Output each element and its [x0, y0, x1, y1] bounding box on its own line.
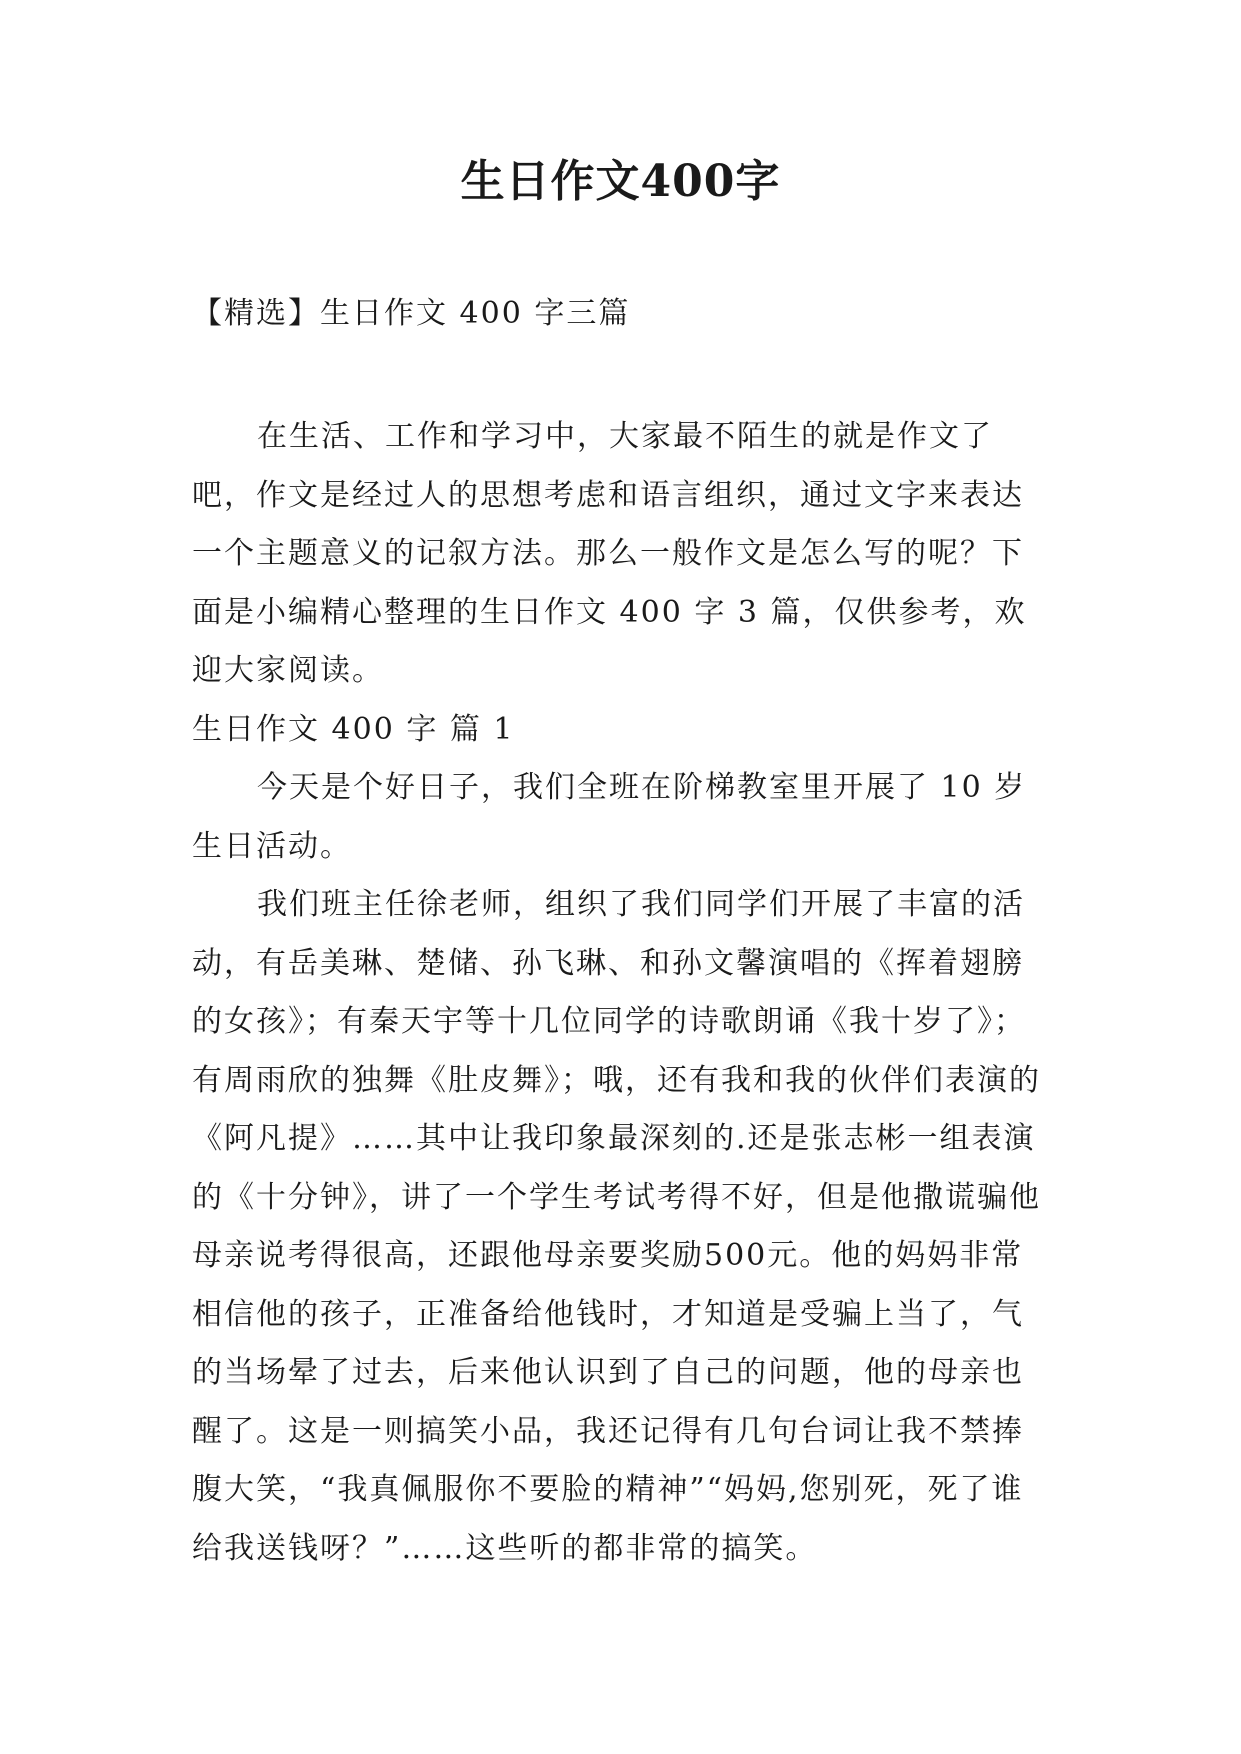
document-subtitle: 【精选】生日作文 400 字三篇	[192, 296, 631, 331]
section-heading: 生日作文 400 字 篇 1	[192, 711, 515, 747]
body-paragraph-2: 我们班主任徐老师，组织了我们同学们开展了丰富的活动，有岳美琳、楚储、孙飞琳、和孙文馨演唱的《挥着翅膀的女孩》；有秦天宇等十几位同学的诗歌朗诵《我十岁了》；有周雨欣的独舞《肚皮舞》；哦，还有我和我的伙伴们表演的《阿凡提》……其中让我印象最深刻的.还是张志彬一组表演的《十分钟》，讲了一个学生考试考得不好，但是他撒谎骗他母亲说考得很高，还跟他母亲要奖励500元。他的妈妈非常相信他的孩子，正准备给他钱时，才知道是受骗上当了，气的当场晕了过去，后来他认识到了自己的问题，他的母亲也醒了。这是一则搞笑小品，我还记得有几句台词让我不禁捧腹大笑，“我真佩服你不要脸的精神”“妈妈,您别死，死了谁给我送钱呀？”……这些听的都非常的搞笑。	[192, 887, 1041, 1566]
intro-paragraph: 在生活、工作和学习中，大家最不陌生的就是作文了吧，作文是经过人的思想考虑和语言组织，通过文字来表达一个主题意义的记叙方法。那么一般作文是怎么写的呢？下面是小编精心整理的生日作文 400 字 3 篇，仅供参考，欢迎大家阅读。	[192, 419, 1027, 688]
body-paragraph-1: 今天是个好日子，我们全班在阶梯教室里开展了 10 岁生日活动。	[192, 770, 1027, 864]
document-title: 生日作文400字	[460, 156, 781, 207]
document-body	[192, 408, 1052, 1578]
